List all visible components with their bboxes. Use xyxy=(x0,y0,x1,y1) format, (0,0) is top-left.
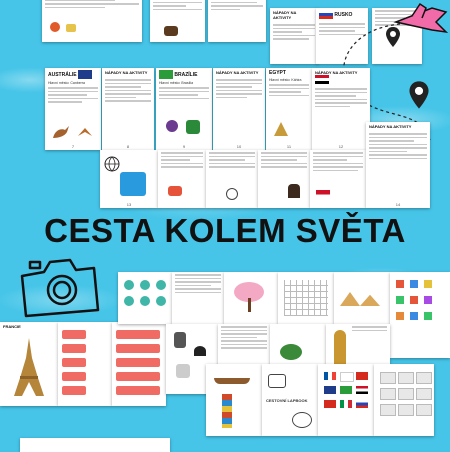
russia-flag xyxy=(319,10,333,19)
card-row3-1: 13 xyxy=(100,150,158,208)
word-tile xyxy=(62,372,86,381)
turtle-icon xyxy=(280,344,302,360)
word-tile xyxy=(116,330,160,339)
card-red-tiles xyxy=(58,322,112,406)
totem-icon xyxy=(222,394,232,428)
word-tile xyxy=(116,344,160,353)
card-word-grid xyxy=(374,364,434,436)
country-name: EGYPT xyxy=(269,70,286,76)
word-tile xyxy=(62,386,86,395)
card-text-1 xyxy=(172,272,224,324)
main-title: CESTA KOLEM SVĚTA xyxy=(44,212,406,249)
card-heading: NÁPADY NA AKTIVITY xyxy=(105,70,148,75)
person-image xyxy=(288,184,300,198)
lapbook-label: CESTOVNÍ LAPBOOK xyxy=(266,398,308,403)
word-tile xyxy=(62,330,86,339)
word-tile xyxy=(116,386,160,395)
leaf-icon xyxy=(186,120,200,134)
card-canoe xyxy=(206,364,262,436)
kangaroo-icon xyxy=(51,124,71,140)
boomerang-icon xyxy=(77,126,93,138)
word-tile xyxy=(116,372,160,381)
card-heading: NÁPADY NA AKTIVITY xyxy=(216,70,259,75)
card-teal-icons xyxy=(118,272,172,324)
australia-flag xyxy=(78,70,92,79)
card-cherry-blossom xyxy=(224,272,278,324)
card-row3-3 xyxy=(206,150,258,208)
card-icons-list xyxy=(390,272,450,358)
card-egypt xyxy=(266,68,312,150)
moose-icon xyxy=(164,26,178,36)
card-activities-4 xyxy=(366,122,430,208)
image-icon xyxy=(168,186,182,196)
card-top-1 xyxy=(42,0,142,42)
card-row3-4 xyxy=(258,150,310,208)
capital-label: Hlavní město: Canberra xyxy=(48,81,85,85)
card-brazil xyxy=(156,68,212,150)
card-heading: NÁPADY NA AKTIVITY xyxy=(273,10,297,20)
camera-icon xyxy=(14,254,104,324)
egypt-flag xyxy=(315,75,329,84)
page-number: 14 xyxy=(395,202,401,207)
country-name: BRAZÍLIE xyxy=(174,71,198,78)
pizza-icon xyxy=(50,22,60,32)
card-grid xyxy=(278,272,334,324)
page-number: 10 xyxy=(236,144,242,149)
map-pin-icon xyxy=(408,80,430,110)
country-name: AUSTRÁLIE xyxy=(48,71,77,78)
pyramid-icon xyxy=(274,122,288,136)
page-number: 11 xyxy=(286,144,292,149)
country-name: FRANCIE xyxy=(3,324,21,329)
globe-icon xyxy=(104,156,120,172)
card-row3-2 xyxy=(158,150,206,208)
flag-icon xyxy=(316,190,330,199)
page-number: 12 xyxy=(338,144,344,149)
card-lapbook xyxy=(262,364,318,436)
country-name: RUSKO xyxy=(334,11,353,18)
card-row3-5 xyxy=(310,150,366,208)
parrot-icon xyxy=(166,120,178,132)
photo-image xyxy=(120,172,146,196)
card-flags xyxy=(318,364,374,436)
card-pyramids xyxy=(334,272,390,324)
card-activities-1 xyxy=(102,68,154,150)
capital-label: Hlavní město: Káhira xyxy=(269,78,302,82)
card-activities-3 xyxy=(312,68,370,150)
eiffel-tower-icon xyxy=(12,336,46,398)
card-heading: NÁPADY NA AKTIVITY xyxy=(315,70,358,75)
capital-label: Hlavní město: Brasília xyxy=(159,81,194,85)
map-pin-icon xyxy=(385,26,401,48)
word-tile xyxy=(62,344,86,353)
card-heading: NÁPADY NA AKTIVITY xyxy=(369,124,412,129)
card-top-2 xyxy=(150,0,205,42)
page-number: 7 xyxy=(71,144,75,149)
cheese-icon xyxy=(66,24,76,32)
word-tile xyxy=(116,358,160,367)
card-australia xyxy=(45,68,101,150)
card-activities-2 xyxy=(213,68,265,150)
bicycle-icon xyxy=(226,188,238,200)
card-paris xyxy=(0,322,58,406)
card-red-tiles-2 xyxy=(112,322,166,406)
word-tile xyxy=(62,358,86,367)
brazil-flag xyxy=(159,70,173,79)
page-number: 8 xyxy=(126,144,130,149)
page-number: 9 xyxy=(182,144,186,149)
card-activities-top xyxy=(270,8,318,64)
card-top-3 xyxy=(208,0,266,42)
